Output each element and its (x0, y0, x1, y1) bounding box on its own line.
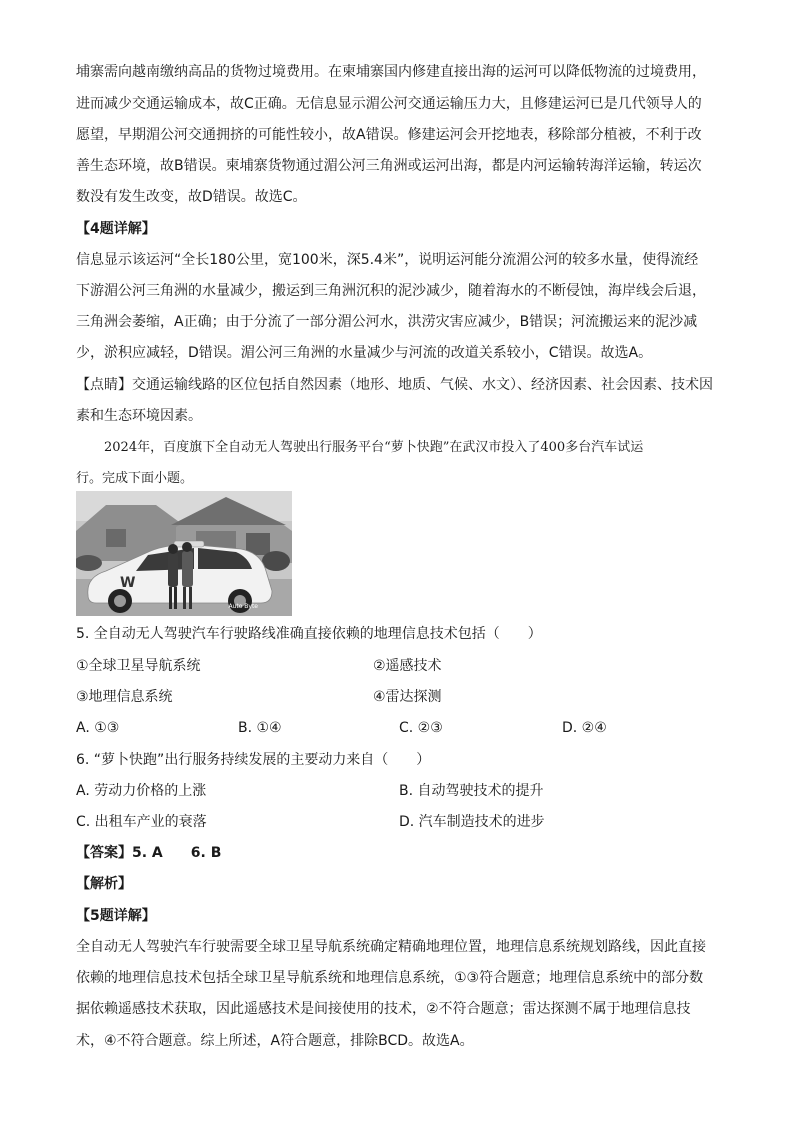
analysis-line: 善生态环境，故B错误。柬埔寨货物通过湄公河三角洲或运河出海，都是内河运输转海洋运输，转运次 (76, 158, 702, 174)
q4-line: 下游湄公河三角洲的水量减少，搬运到三角洲沉积的泥沙减少，随着海水的不断侵蚀，海岸线会后退， (76, 283, 706, 299)
tip-line: 【点睛】交通运输线路的区位包括自然因素（地形、地质、气候、水文）、经济因素、社会因素、技术因 (76, 377, 713, 393)
q5-item: ③地理信息系统 (76, 689, 173, 705)
analysis-heading: 【解析】 (76, 876, 132, 892)
analysis-line: 数没有发生改变，故D错误。故选C。 (76, 189, 307, 205)
q5-option-b: B. ①④ (238, 720, 282, 736)
q5-analysis-line: 依赖的地理信息技术包括全球卫星导航系统和地理信息系统，①③符合题意；地理信息系统中的部分数 (76, 970, 704, 986)
stem-line: 2024年，百度旗下全自动无人驾驶出行服务平台“萝卜快跑”在武汉市投入了400多台汽车试运 (104, 440, 644, 455)
q5-analysis-line: 据依赖遥感技术获取，因此遥感技术是间接使用的技术，②不符合题意；雷达探测不属于地理信息技 (76, 1001, 691, 1017)
q5-analysis-line: 全自动无人驾驶汽车行驶需要全球卫星导航系统确定精确地理位置，地理信息系统规划路线，因此直接 (76, 939, 706, 955)
q5-item: ②遥感技术 (373, 658, 442, 674)
photo-watermark: Auto Byte (228, 603, 258, 610)
car-logo: W (120, 575, 136, 591)
q5-option-a: A. ①③ (76, 720, 120, 736)
q5-option-c: C. ②③ (399, 720, 443, 736)
q5-item: ①全球卫星导航系统 (76, 658, 201, 674)
q6-option-d: D. 汽车制造技术的进步 (399, 814, 545, 830)
q4-line: 少，淤积应减轻，D错误。湄公河三角洲的水量减少与河流的改道关系较小，C错误。故选A。 (76, 345, 653, 361)
q5-heading: 【5题详解】 (76, 908, 156, 924)
robotaxi-photo (76, 491, 292, 616)
q5-question: 5. 全自动无人驾驶汽车行驶路线准确直接依赖的地理信息技术包括（ ） (76, 626, 542, 642)
q4-line: 三角洲会萎缩，A正确；由于分流了一部分湄公河水，洪涝灾害应减少，B错误；河流搬运来的泥沙减 (76, 314, 698, 330)
q6-option-c: C. 出租车产业的衰落 (76, 814, 207, 830)
analysis-line: 愿望，早期湄公河交通拥挤的可能性较小，故A错误。修建运河会开挖地表，移除部分植被，不利于改 (76, 127, 702, 143)
stem-line: 行。完成下面小题。 (76, 471, 194, 486)
q6-option-a: A. 劳动力价格的上涨 (76, 783, 207, 799)
answer-line: 【答案】5. A 6. B (76, 845, 222, 861)
q5-item: ④雷达探测 (373, 689, 442, 705)
q6-question: 6. “萝卜快跑”出行服务持续发展的主要动力来自（ ） (76, 752, 431, 768)
q4-heading: 【4题详解】 (76, 221, 156, 237)
q6-option-b: B. 自动驾驶技术的提升 (399, 783, 544, 799)
q5-option-d: D. ②④ (562, 720, 607, 736)
analysis-line: 进而减少交通运输成本，故C正确。无信息显示湄公河交通运输压力大，且修建运河已是几代领导人的 (76, 96, 702, 112)
tip-line: 素和生态环境因素。 (76, 408, 202, 424)
analysis-line: 埔寨需向越南缴纳高品的货物过境费用。在柬埔寨国内修建直接出海的运河可以降低物流的过境费用， (76, 64, 706, 80)
robotaxi-illustration (76, 491, 292, 616)
q4-line: 信息显示该运河“全长180公里，宽100米，深5.4米”，说明运河能分流湄公河的较多水量，使得流经 (76, 252, 699, 268)
q5-analysis-line: 术，④不符合题意。综上所述，A符合题意，排除BCD。故选A。 (76, 1033, 474, 1049)
